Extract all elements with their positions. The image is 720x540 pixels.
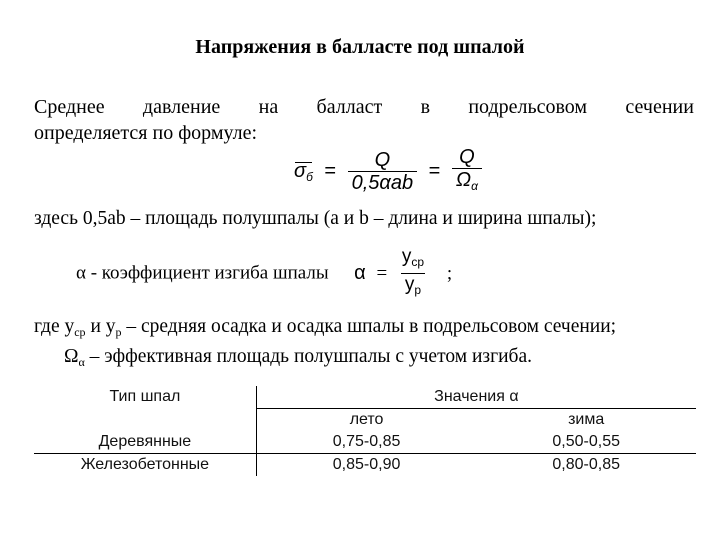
row-winter: 0,80-0,85 bbox=[476, 454, 696, 477]
page-title: Напряжения в балласте под шпалой bbox=[195, 36, 525, 58]
intro-word: давление bbox=[142, 96, 221, 118]
fraction-q-over-omega: $\frac{Q}{\Omega_\alpha}$ bbox=[452, 146, 482, 197]
table-row bbox=[34, 454, 696, 477]
row-winter: 0,50-0,55 bbox=[552, 433, 620, 450]
subheader-winter: зима bbox=[476, 409, 696, 432]
alpha-values-table bbox=[34, 386, 696, 476]
fraction-q-over-area: $\frac{Q}{\text{0,5αab}}$ bbox=[348, 149, 417, 194]
sigma-symbol: $\sigma_б$ bbox=[294, 159, 313, 184]
row-summer: 0,75-0,85 bbox=[256, 431, 476, 454]
row-type: Деревянные bbox=[98, 433, 192, 450]
alpha-fraction: $\frac{y_{ср}}{y_р}$ bbox=[398, 246, 428, 301]
column-header-type: Тип шпал bbox=[109, 388, 181, 406]
alpha-definition: α - коэффициент изгиба шпалы α = $\frac{y_{ср}}{y_р}$ ; bbox=[76, 246, 452, 301]
main-formula: $\sigma_б$ = $\frac{Q}{\text{0,5αab}}$ = $\frac{Q}{\Omega_\alpha}$ bbox=[294, 146, 482, 197]
intro-line-2: определяется по формуле: bbox=[34, 122, 258, 144]
row-type: Железобетонные bbox=[34, 454, 256, 477]
intro-word: на bbox=[258, 96, 279, 118]
omega-line: $\Omega_\alpha$ – эффективная площадь полушпалы с учетом изгиба. bbox=[64, 346, 532, 369]
where-line: где $y_{ср}$ и $y_р$ – средняя осадка и осадка шпалы в подрельсовом сечении; bbox=[34, 316, 617, 339]
intro-word: балласт bbox=[316, 96, 383, 118]
area-note: здесь 0,5ab – площадь полушпалы (a и b – длина и ширина шпалы); bbox=[34, 208, 597, 229]
intro-word: Среднее bbox=[34, 96, 105, 118]
row-summer: 0,85-0,90 bbox=[256, 454, 476, 477]
intro-word: подрельсовом bbox=[468, 96, 588, 118]
subheader-summer: лето bbox=[256, 409, 476, 432]
table-row bbox=[34, 431, 696, 454]
intro-word: в bbox=[420, 96, 431, 118]
intro-word: сечении bbox=[625, 96, 694, 118]
intro-line-1 bbox=[34, 96, 694, 119]
column-header-values: Значения α bbox=[256, 386, 696, 409]
